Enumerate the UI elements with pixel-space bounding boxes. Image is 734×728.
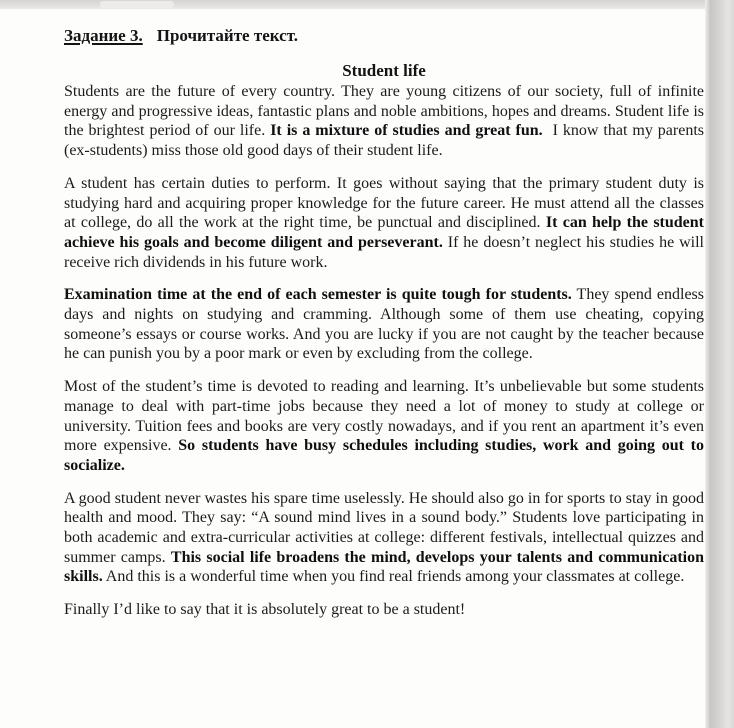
text-run: And this is a wonderful time when you find real friends among your classmates at college. bbox=[102, 568, 685, 586]
text-run: If he doesn’t neglect his studies he will receive rich dividends in his future work. bbox=[64, 233, 705, 271]
document-title: Student life bbox=[342, 61, 426, 80]
bold-text-run: It is a mixture of studies and great fun. bbox=[270, 122, 543, 140]
paragraph bbox=[64, 82, 704, 161]
bold-text-run: It can help the student achieve his goals and become diligent and perseverant. bbox=[64, 214, 705, 251]
photo-right-page-edge bbox=[705, 0, 734, 728]
paragraph bbox=[64, 285, 704, 364]
bold-text-run: This social life broadens the mind, develops your talents and communication skills. bbox=[64, 548, 705, 586]
photo-top-edge bbox=[0, 0, 734, 9]
task-label: Задание 3. bbox=[64, 26, 143, 45]
document-body bbox=[64, 82, 704, 620]
text-run: I know that my parents (ex-students) miss those old good days of their student life. bbox=[64, 122, 704, 160]
text-run: Finally I’d like to say that it is absolutely great to be a student! bbox=[64, 601, 466, 619]
text-run: A student has certain duties to perform. It goes without saying that the primary student duty is studying hard and acquiring proper knowledge for the future career. He must attend all the classes at college, do all the work at the right time, be punctual and disciplined. bbox=[64, 174, 704, 232]
paragraph bbox=[64, 489, 704, 588]
task-instruction: Прочитайте текст. bbox=[156, 26, 298, 45]
paragraph bbox=[64, 377, 704, 476]
text-run: They spend endless days and nights on studying and cramming. Although some of them use cheating, copying someone’s essays or course works. And you are lucky if you are not caught by the teacher because he can punish you by a poor mark or even by excluding from the college. bbox=[64, 286, 705, 363]
text-run: Most of the student’s time is devoted to reading and learning. It’s unbelievable but some students manage to deal with part-time jobs because they need a lot of money to study at college or university. Tuition fees and books are very costly nowadays, and if you rent an apartment it’s even more expensive. bbox=[64, 378, 704, 455]
task-heading bbox=[64, 25, 704, 46]
paragraph bbox=[64, 174, 704, 273]
bold-text-run: So students have busy schedules including studies, work and going out to socialize. bbox=[64, 437, 704, 474]
photo-top-edge-highlight bbox=[100, 1, 174, 8]
bold-text-run: Examination time at the end of each semester is quite tough for students. bbox=[64, 286, 572, 304]
text-run: Students are the future of every country. They are young citizens of our society, full of infinite energy and progressive ideas, fantastic plans and noble ambitions, hopes and dreams. Student life is the brightest period of our life. bbox=[64, 83, 704, 140]
document-page bbox=[64, 9, 704, 620]
paragraph bbox=[64, 600, 704, 620]
text-run: A good student never wastes his spare time uselessly. He should also go in for sports to stay in good health and mood. They say: “A sound mind lives in a sound body.” Students love participating in both academic and extra-curricular activities at college: different festivals, intellectual quizzes and summer camps. bbox=[64, 489, 704, 566]
